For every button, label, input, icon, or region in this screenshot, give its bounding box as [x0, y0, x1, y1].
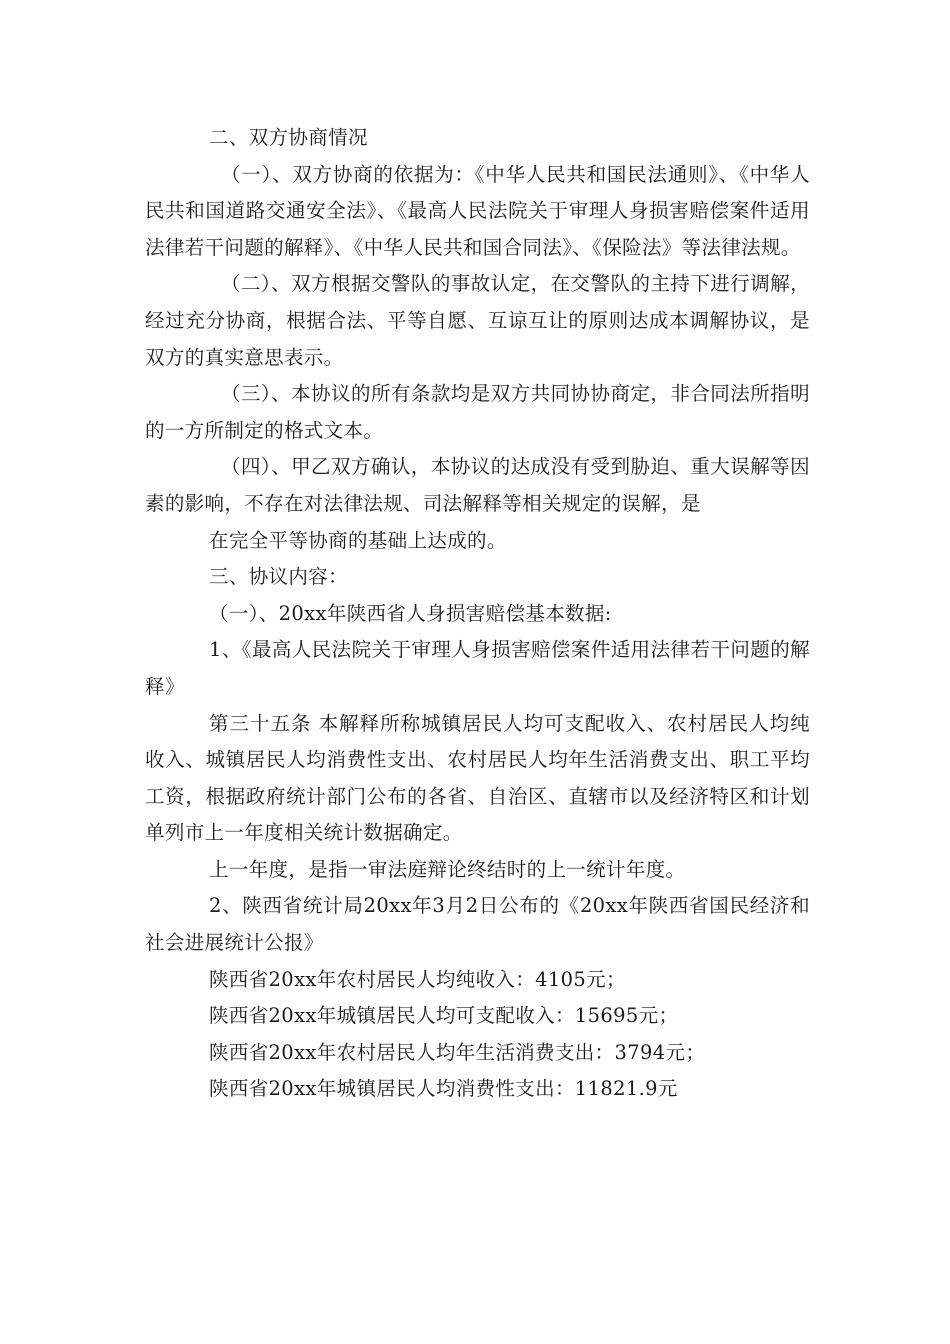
stat-urban-consumption: 陕西省20xx年城镇居民人均消费性支出：11821.9元	[209, 1077, 678, 1101]
paragraph-statistics-bulletin: 2、陕西省统计局20xx年3月2日公布的《20xx年陕西省国民经济和社会进展统计公报》	[145, 894, 810, 955]
paragraph-confirmation-cont: 在完全平等协商的基础上达成的。	[209, 528, 507, 552]
paragraph-basis: （一）、双方协商的依据为：《中华人民共和国民法通则》、《中华人民共和国道路交通安全法》、《最高人民法院关于审理人身损害赔偿案件适用法律若干问题的解释》、《中华人民共和国合同法》、《保险法》等法律法规。	[145, 162, 810, 259]
paragraph-mediation: （二）、双方根据交警队的事故认定，在交警队的主持下进行调解，经过充分协商，根据合法、平等自愿、互谅互让的原则达成本调解协议，是双方的真实意思表示。	[145, 272, 810, 369]
document-body	[145, 120, 810, 1108]
stat-urban-disposable-income: 陕西省20xx年城镇居民人均可支配收入：15695元；	[209, 1004, 679, 1028]
stat-rural-net-income: 陕西省20xx年农村居民人均纯收入：4105元；	[209, 967, 626, 991]
paragraph-previous-year: 上一年度，是指一审法庭辩论终结时的上一统计年度。	[209, 857, 686, 881]
paragraph-confirmation: （四）、甲乙双方确认，本协议的达成没有受到胁迫、重大误解等因素的影响，不存在对法律法规、司法解释等相关规定的误解，是	[145, 455, 810, 515]
paragraph-basic-data: （一）、20xx年陕西省人身损害赔偿基本数据:	[209, 601, 612, 625]
paragraph-article-35: 第三十五条 本解释所称城镇居民人均可支配收入、农村居民人均纯收入、城镇居民人均消费性支出、农村居民人均年生活消费支出、职工平均工资，根据政府统计部门公布的各省、自治区、直辖市以及经济特区和计划单列市上一年度相关统计数据确定。	[145, 711, 810, 845]
stat-rural-consumption: 陕西省20xx年农村居民人均年生活消费支出：3794元；	[209, 1040, 706, 1064]
section-heading-negotiation: 二、双方协商情况	[209, 126, 368, 149]
paragraph-terms: （三）、本协议的所有条款均是双方共同协协商定，非合同法所指明的一方所制定的格式文本。	[145, 382, 810, 442]
paragraph-interpretation: 1、《最高人民法院关于审理人身损害赔偿案件适用法律若干问题的解释》	[145, 638, 810, 698]
section-heading-agreement: 三、协议内容：	[209, 565, 348, 589]
